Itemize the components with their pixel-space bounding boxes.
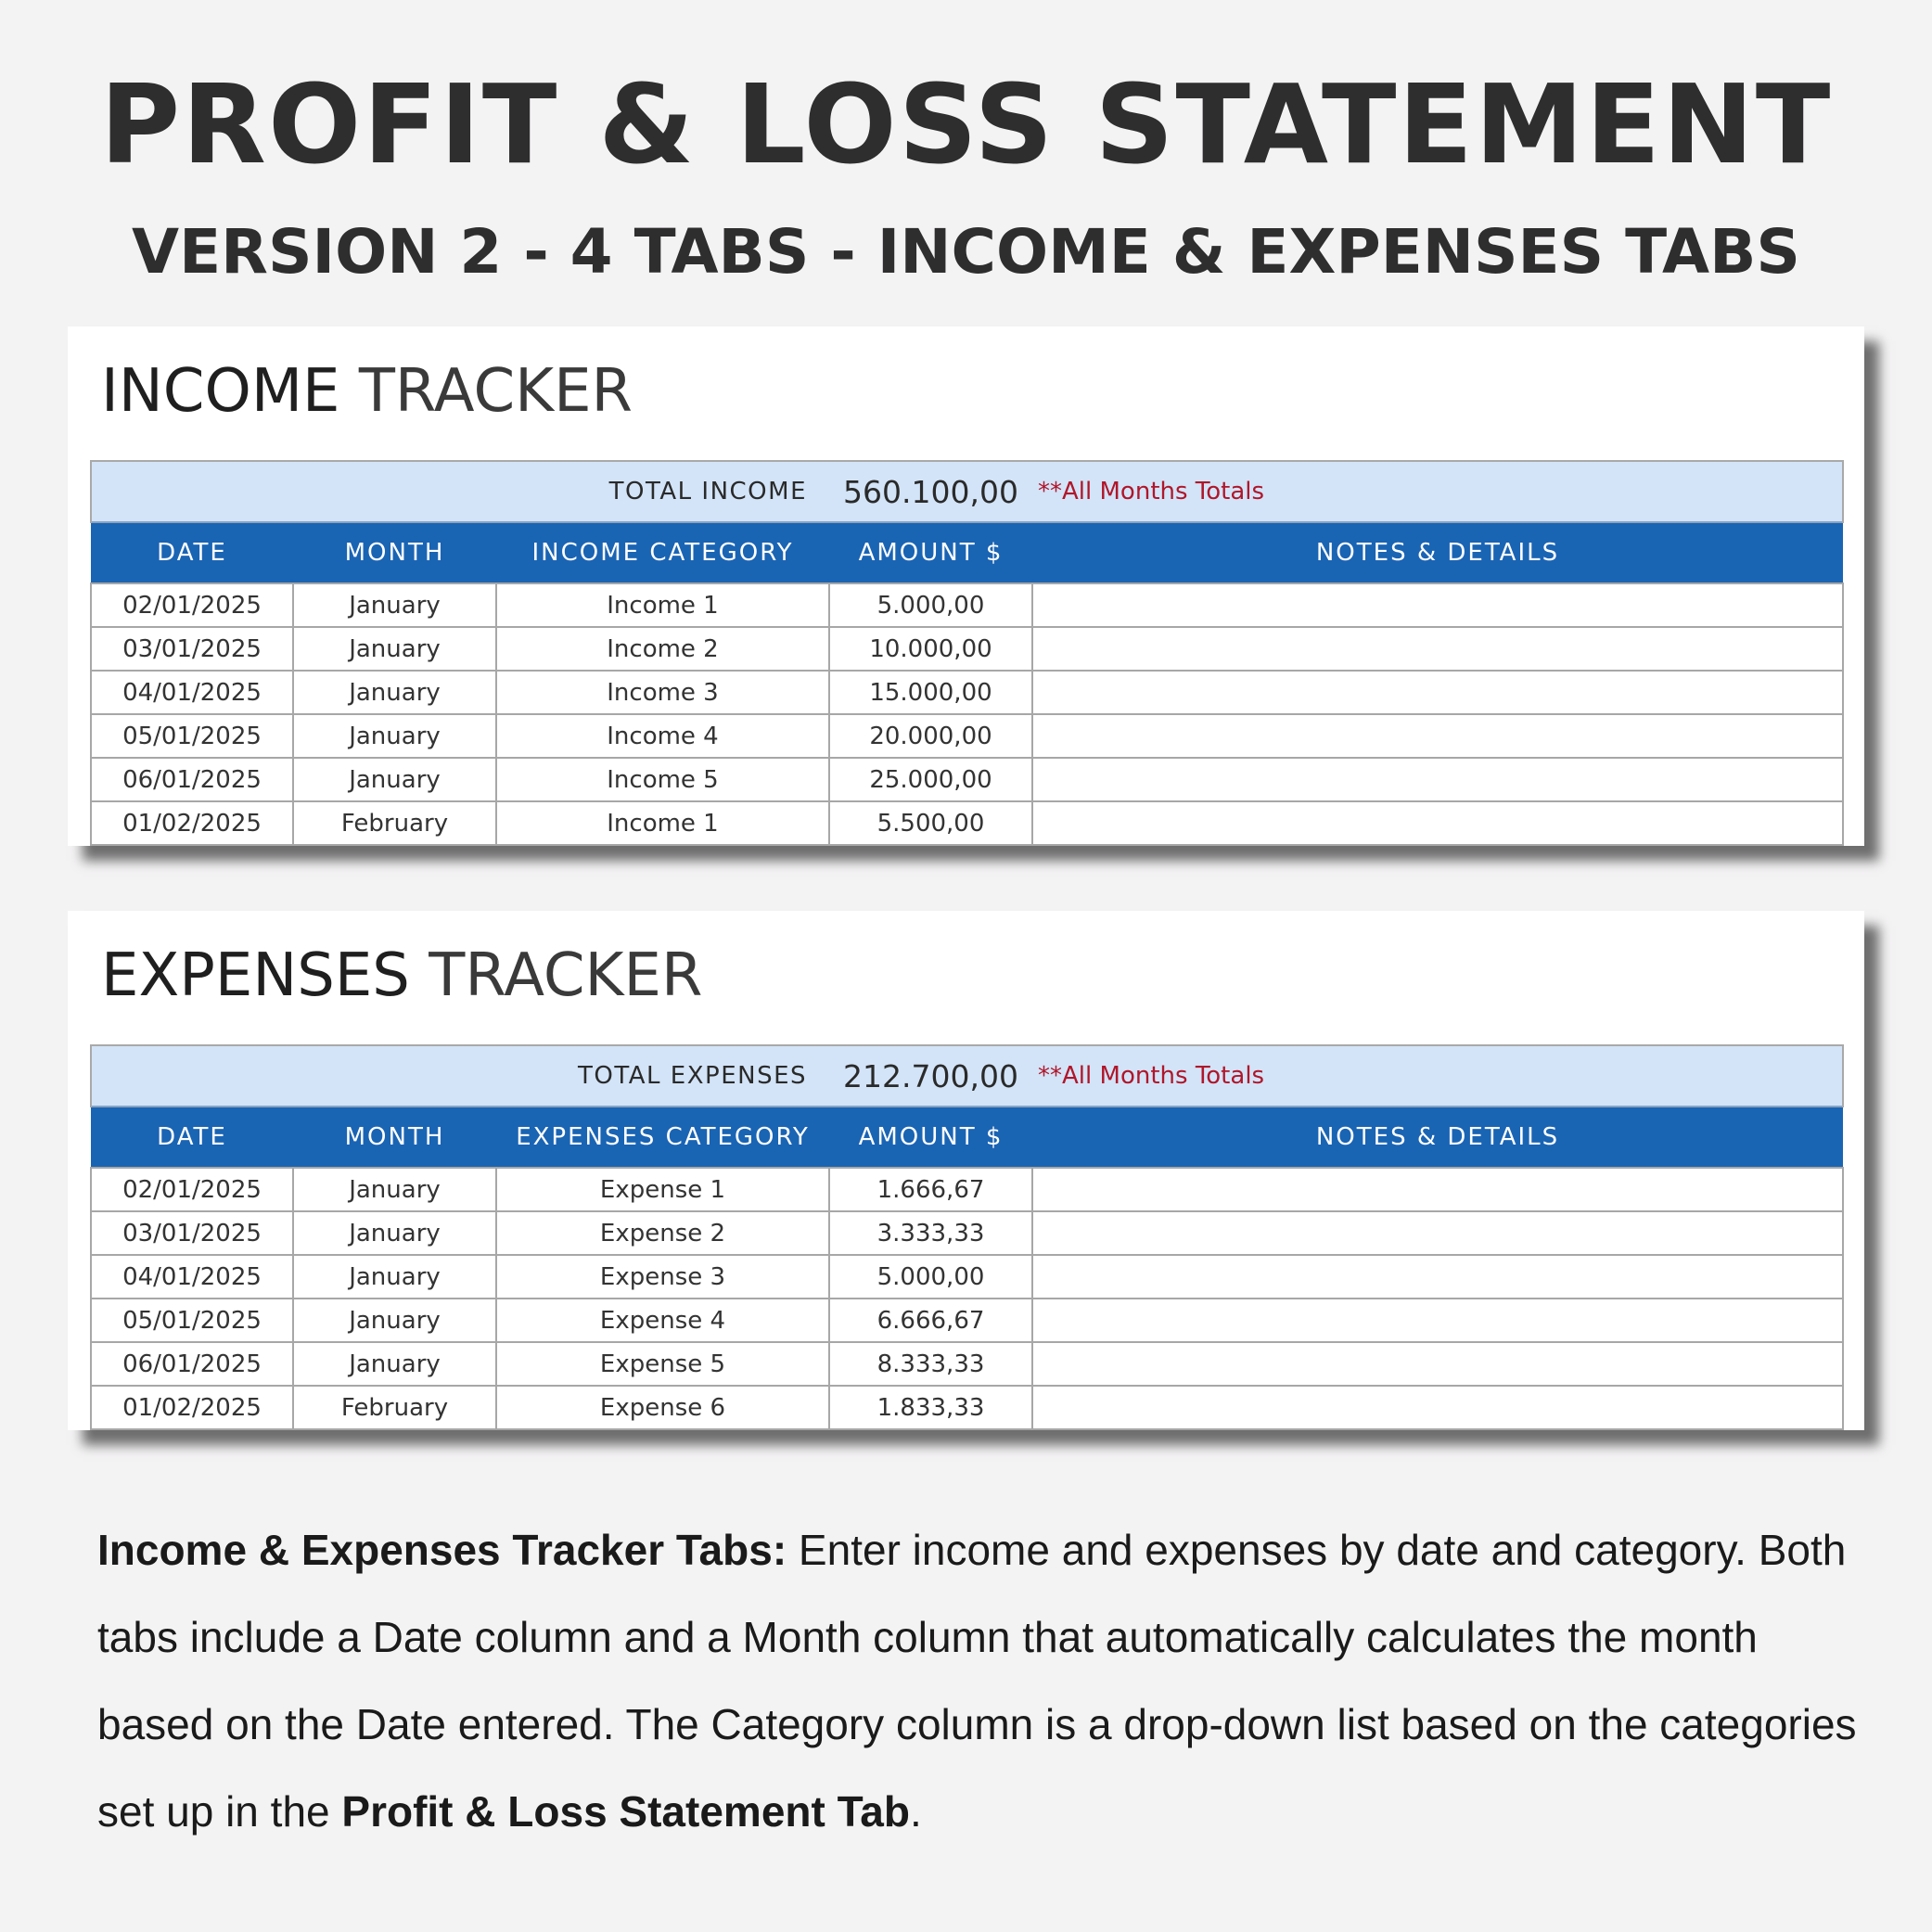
column-header-expenses-category: EXPENSES CATEGORY — [496, 1107, 829, 1168]
date-cell[interactable]: 01/02/2025 — [91, 1386, 293, 1429]
table-row — [91, 1386, 1843, 1429]
table-row — [91, 1255, 1843, 1299]
date-cell[interactable]: 04/01/2025 — [91, 671, 293, 714]
category-cell[interactable]: Expense 5 — [496, 1342, 829, 1386]
income-total-note: **All Months Totals — [1032, 461, 1843, 522]
category-cell[interactable]: Income 5 — [496, 758, 829, 801]
category-cell[interactable]: Income 2 — [496, 627, 829, 671]
notes-cell[interactable] — [1032, 1299, 1843, 1342]
month-cell[interactable]: January — [293, 1168, 496, 1211]
expenses-total-value[interactable]: 212.700,00 — [829, 1045, 1032, 1107]
notes-cell[interactable] — [1032, 714, 1843, 758]
amount-cell[interactable]: 25.000,00 — [829, 758, 1032, 801]
notes-cell[interactable] — [1032, 583, 1843, 627]
income-total-value[interactable]: 560.100,00 — [829, 461, 1032, 522]
table-row — [91, 801, 1843, 845]
date-cell[interactable]: 02/01/2025 — [91, 1168, 293, 1211]
month-cell[interactable]: January — [293, 583, 496, 627]
table-row — [91, 627, 1843, 671]
table-row — [91, 1299, 1843, 1342]
expenses-total-note: **All Months Totals — [1032, 1045, 1843, 1107]
column-header-notes: NOTES & DETAILS — [1032, 1107, 1843, 1168]
expenses-total-label: TOTAL EXPENSES — [293, 1045, 829, 1107]
income-tracker-panel — [68, 326, 1864, 846]
column-header-date: DATE — [91, 522, 293, 583]
amount-cell[interactable]: 5.000,00 — [829, 1255, 1032, 1299]
date-cell[interactable]: 02/01/2025 — [91, 583, 293, 627]
date-cell[interactable]: 06/01/2025 — [91, 758, 293, 801]
table-row — [91, 1168, 1843, 1211]
category-cell[interactable]: Income 1 — [496, 801, 829, 845]
month-cell[interactable]: February — [293, 1386, 496, 1429]
category-cell[interactable]: Expense 4 — [496, 1299, 829, 1342]
month-cell[interactable]: January — [293, 758, 496, 801]
income-tracker-title — [101, 354, 633, 429]
column-header-month: MONTH — [293, 522, 496, 583]
amount-cell[interactable]: 5.500,00 — [829, 801, 1032, 845]
month-cell[interactable]: January — [293, 1342, 496, 1386]
date-cell[interactable]: 05/01/2025 — [91, 714, 293, 758]
category-cell[interactable]: Expense 1 — [496, 1168, 829, 1211]
income-header-row — [91, 522, 1843, 583]
notes-cell[interactable] — [1032, 801, 1843, 845]
category-cell[interactable]: Income 4 — [496, 714, 829, 758]
expenses-header-row — [91, 1107, 1843, 1168]
column-header-income-category: INCOME CATEGORY — [496, 522, 829, 583]
table-row — [91, 671, 1843, 714]
month-cell[interactable]: January — [293, 1255, 496, 1299]
expenses-total-row — [91, 1045, 1843, 1107]
table-row — [91, 758, 1843, 801]
column-header-amount: AMOUNT $ — [829, 522, 1032, 583]
expenses-table — [90, 1044, 1844, 1430]
month-cell[interactable]: January — [293, 1299, 496, 1342]
column-header-month: MONTH — [293, 1107, 496, 1168]
date-cell[interactable]: 06/01/2025 — [91, 1342, 293, 1386]
amount-cell[interactable]: 1.666,67 — [829, 1168, 1032, 1211]
date-cell[interactable]: 05/01/2025 — [91, 1299, 293, 1342]
notes-cell[interactable] — [1032, 758, 1843, 801]
page-title: PROFIT & LOSS STATEMENT — [99, 60, 1833, 188]
expenses-tracker-title-strong: EXPENSES — [101, 941, 410, 1010]
description-tab-name: Profit & Loss Statement Tab — [341, 1787, 910, 1836]
income-tracker-title-strong: INCOME — [101, 357, 340, 426]
notes-cell[interactable] — [1032, 1342, 1843, 1386]
column-header-notes: NOTES & DETAILS — [1032, 522, 1843, 583]
date-cell[interactable]: 03/01/2025 — [91, 1211, 293, 1255]
description-end: . — [909, 1787, 922, 1836]
amount-cell[interactable]: 15.000,00 — [829, 671, 1032, 714]
month-cell[interactable]: February — [293, 801, 496, 845]
page-subtitle: VERSION 2 - 4 TABS - INCOME & EXPENSES TABS — [132, 216, 1800, 288]
income-tracker-title-light: TRACKER — [339, 357, 633, 426]
notes-cell[interactable] — [1032, 627, 1843, 671]
category-cell[interactable]: Income 1 — [496, 583, 829, 627]
category-cell[interactable]: Expense 2 — [496, 1211, 829, 1255]
description-body: Enter income and expenses by date and category. Both tabs include a Date column and a Month column that automatically calculates the month based on the Date entered. The Category column is a drop-down list based on the categories set up in the — [97, 1526, 1857, 1836]
income-total-row — [91, 461, 1843, 522]
notes-cell[interactable] — [1032, 1211, 1843, 1255]
notes-cell[interactable] — [1032, 1386, 1843, 1429]
income-table — [90, 460, 1844, 846]
amount-cell[interactable]: 8.333,33 — [829, 1342, 1032, 1386]
month-cell[interactable]: January — [293, 1211, 496, 1255]
column-header-date: DATE — [91, 1107, 293, 1168]
amount-cell[interactable]: 20.000,00 — [829, 714, 1032, 758]
month-cell[interactable]: January — [293, 627, 496, 671]
expenses-tracker-title-light: TRACKER — [409, 941, 703, 1010]
notes-cell[interactable] — [1032, 1168, 1843, 1211]
date-cell[interactable]: 03/01/2025 — [91, 627, 293, 671]
income-total-label: TOTAL INCOME — [293, 461, 829, 522]
amount-cell[interactable]: 3.333,33 — [829, 1211, 1032, 1255]
table-row — [91, 714, 1843, 758]
table-row — [91, 1342, 1843, 1386]
month-cell[interactable]: January — [293, 671, 496, 714]
date-cell[interactable]: 04/01/2025 — [91, 1255, 293, 1299]
category-cell[interactable]: Income 3 — [496, 671, 829, 714]
expenses-tracker-title — [101, 939, 702, 1013]
amount-cell[interactable]: 1.833,33 — [829, 1386, 1032, 1429]
notes-cell[interactable] — [1032, 1255, 1843, 1299]
table-row — [91, 583, 1843, 627]
date-cell[interactable]: 01/02/2025 — [91, 801, 293, 845]
expenses-tracker-panel — [68, 911, 1864, 1430]
category-cell[interactable]: Expense 6 — [496, 1386, 829, 1429]
notes-cell[interactable] — [1032, 671, 1843, 714]
description-lead: Income & Expenses Tracker Tabs: — [97, 1526, 787, 1574]
month-cell[interactable]: January — [293, 714, 496, 758]
amount-cell[interactable]: 5.000,00 — [829, 583, 1032, 627]
column-header-amount: AMOUNT $ — [829, 1107, 1032, 1168]
description-text — [97, 1506, 1860, 1855]
table-row — [91, 1211, 1843, 1255]
amount-cell[interactable]: 10.000,00 — [829, 627, 1032, 671]
amount-cell[interactable]: 6.666,67 — [829, 1299, 1032, 1342]
category-cell[interactable]: Expense 3 — [496, 1255, 829, 1299]
